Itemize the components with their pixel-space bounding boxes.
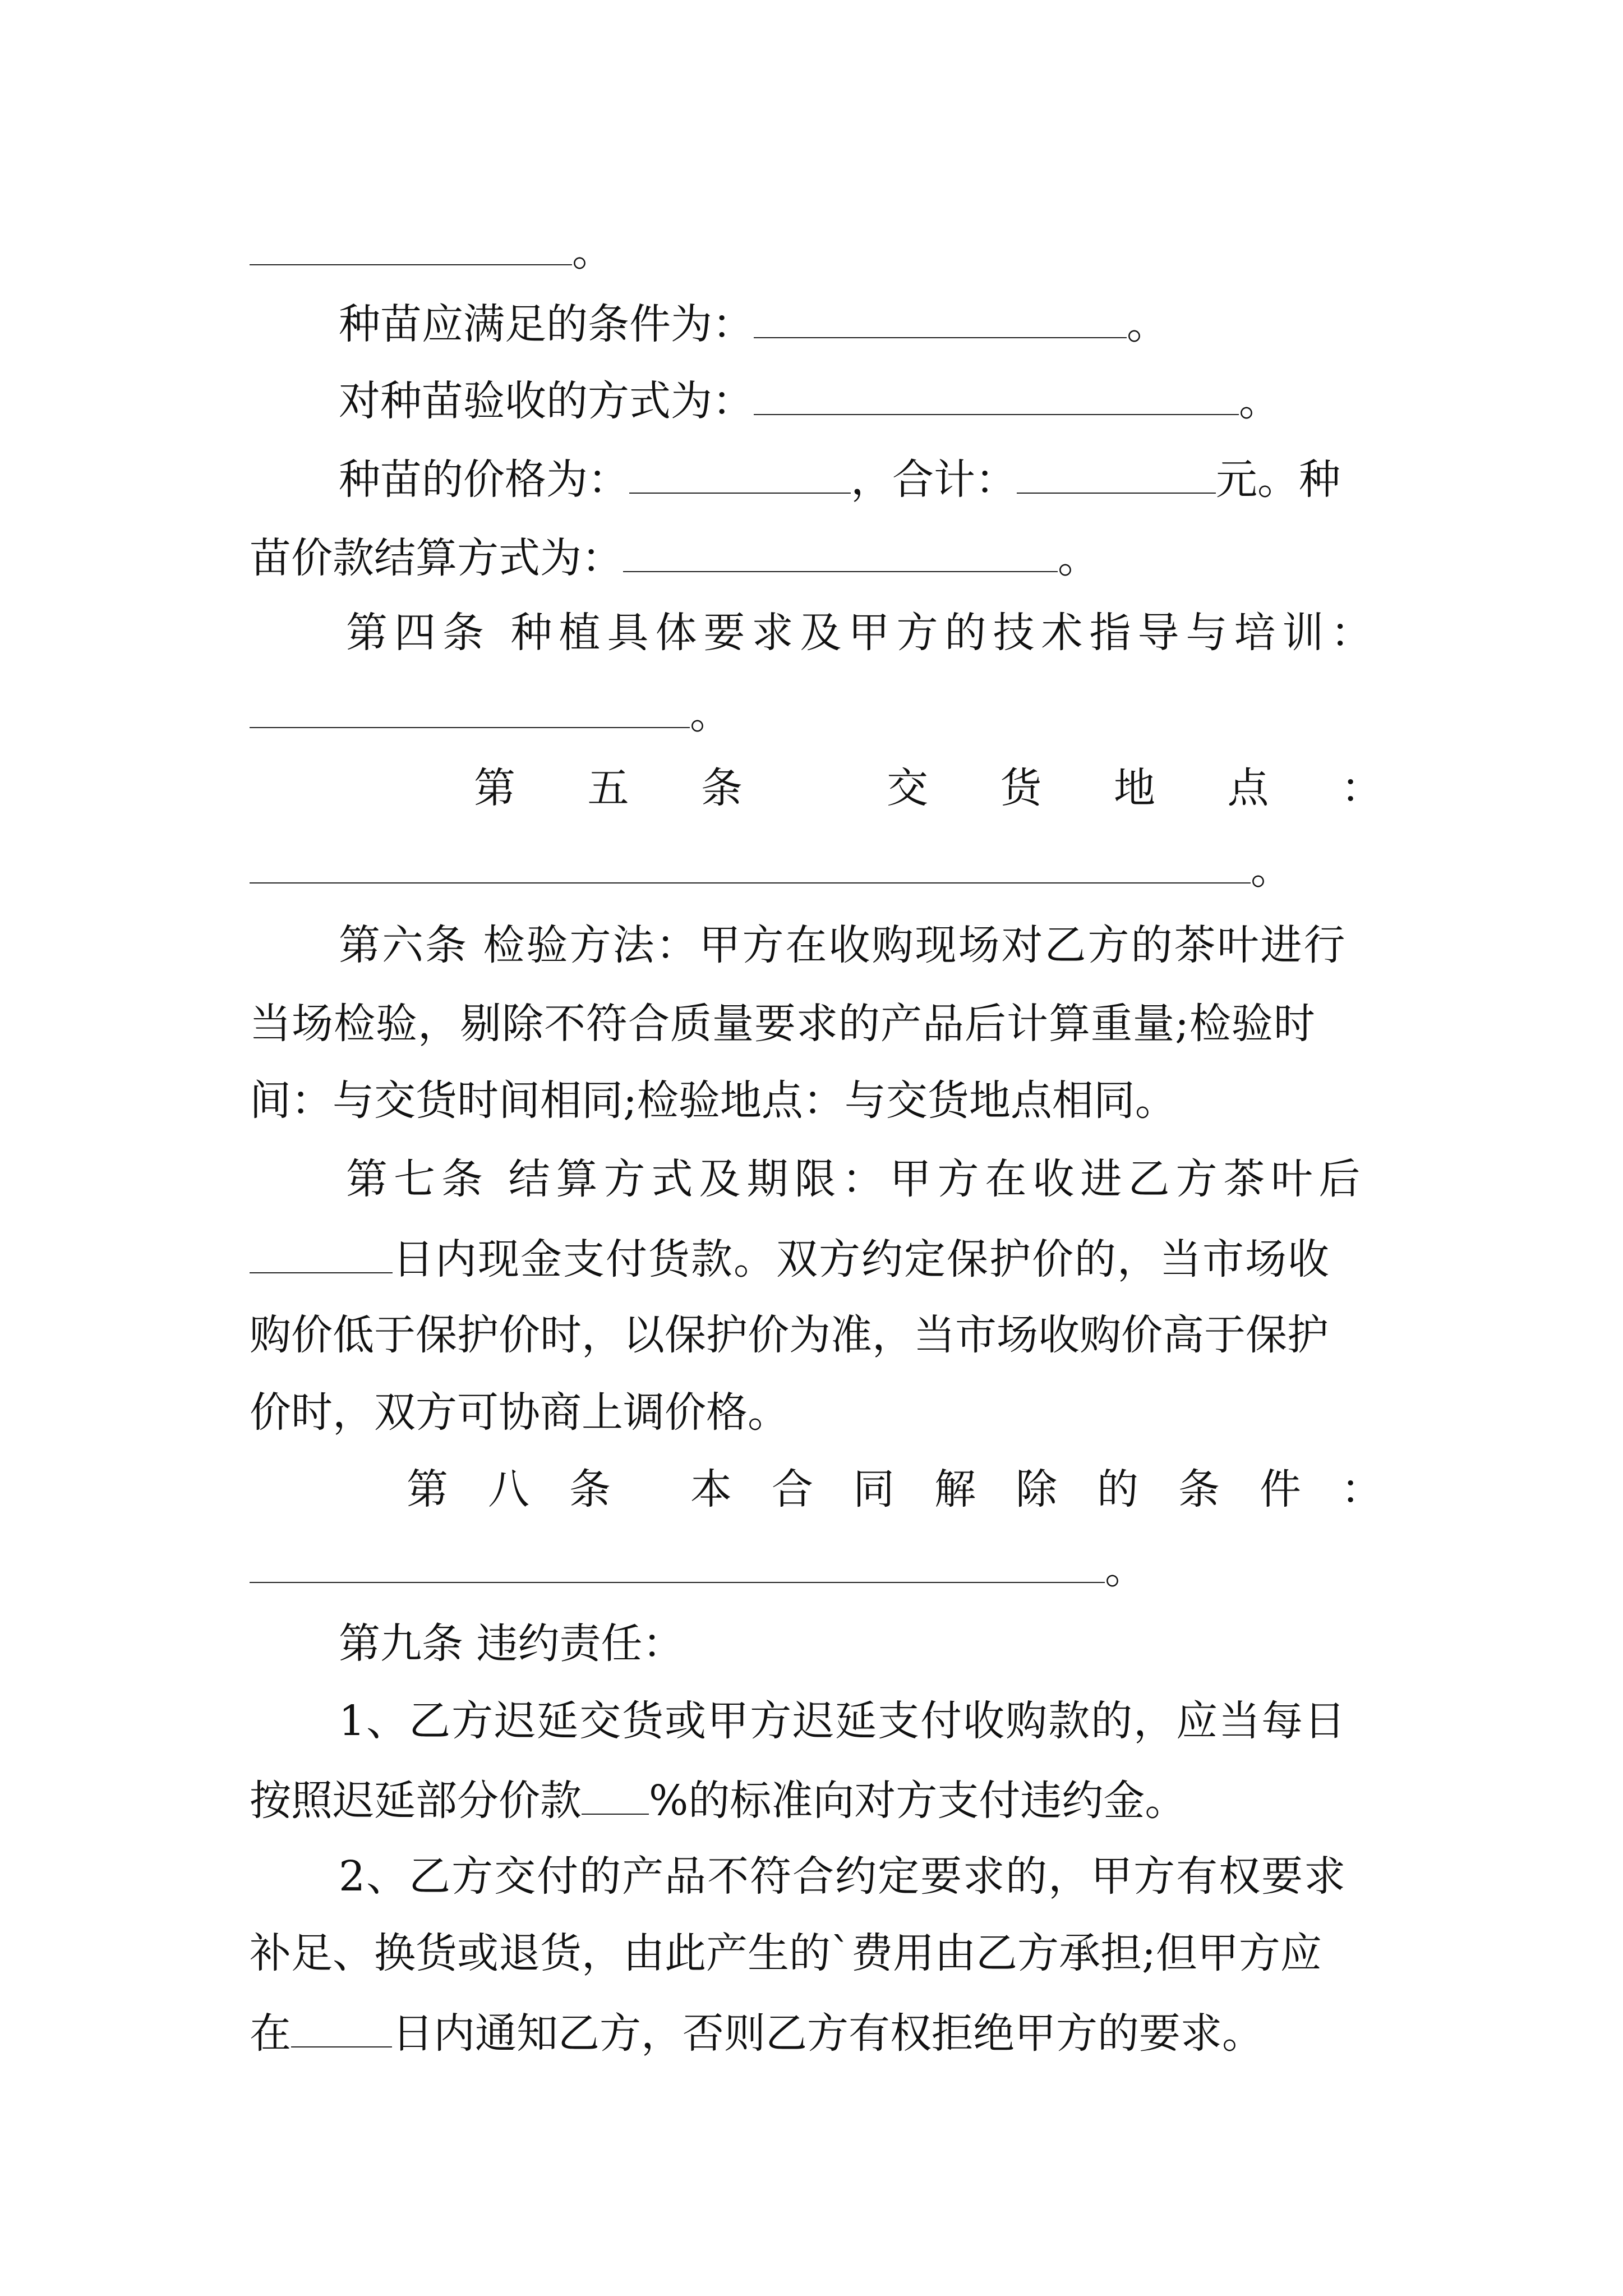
- heading-char: 货: [1000, 764, 1042, 812]
- heading-char: 点: [1227, 764, 1269, 812]
- price-blank[interactable]: [629, 449, 851, 494]
- penalty-percent-blank[interactable]: [582, 1770, 649, 1815]
- item-2-line-3-end: 日内通知乙方，否则乙方有权拒绝甲方的要求。: [392, 2009, 1264, 2058]
- fill-blank[interactable]: [250, 220, 572, 265]
- article-5-heading: [474, 760, 1382, 816]
- line-blank-1: [250, 220, 1382, 277]
- acceptance-method-blank[interactable]: [754, 370, 1239, 415]
- article-9-heading: 第九条 违约责任：: [339, 1619, 684, 1668]
- delivery-place-blank[interactable]: [250, 839, 1251, 884]
- heading-char: 地: [1114, 764, 1155, 812]
- payment-days-blank[interactable]: [250, 1228, 393, 1273]
- period: 。: [1239, 377, 1280, 425]
- article-4-heading: 第四条 种植具体要求及甲方的技术指导与培训：: [346, 609, 1379, 657]
- heading-char: 交: [887, 764, 928, 812]
- heading-char: 除: [1016, 1465, 1057, 1513]
- heading-char: 五: [587, 764, 629, 812]
- item-1-line-1: 1、乙方迟延交货或甲方迟延支付收购款的，应当每日: [339, 1697, 1347, 1745]
- period: 。: [572, 227, 614, 275]
- heading-char: 第: [407, 1465, 448, 1513]
- article-6-line-2: 当场检验，剔除不符合质量要求的产品后计算重量;检验时: [250, 1000, 1316, 1048]
- item-2-line-1: 2、乙方交付的产品不符合约定要求的，甲方有权要求: [339, 1852, 1347, 1901]
- termination-conditions-blank[interactable]: [250, 1538, 1105, 1583]
- heading-char: 第: [474, 764, 515, 812]
- period: 。: [1058, 534, 1099, 582]
- total-blank[interactable]: [1017, 449, 1216, 494]
- item-2-line-3-start: 在: [250, 2009, 291, 2058]
- article-4-blank-line: [250, 683, 1382, 739]
- article-7-line-2-text: 日内现金支付货款。双方约定保护价的，当市场收: [393, 1235, 1330, 1283]
- settlement-method-label: 苗价款结算方式为：: [250, 534, 623, 582]
- article-6-line-3: 间：与交货时间相同;检验地点：与交货地点相同。: [250, 1076, 1177, 1125]
- article-6-line-1: 第六条 检验方法：甲方在收购现场对乙方的茶叶进行: [339, 921, 1347, 969]
- item-1-line-2-end: %的标准向对方支付违约金。: [649, 1777, 1187, 1825]
- heading-char: ：: [1341, 1465, 1382, 1513]
- notice-days-blank[interactable]: [291, 2003, 392, 2047]
- period: 。: [690, 690, 731, 738]
- article-8-heading: [407, 1461, 1382, 1517]
- heading-char: 件: [1260, 1465, 1301, 1513]
- item-1-line-2: [250, 1770, 1382, 1826]
- seedling-conditions-blank[interactable]: [754, 293, 1127, 338]
- price-line: [339, 449, 1472, 505]
- period: 。: [1251, 845, 1292, 894]
- heading-char: 条: [569, 1465, 611, 1513]
- heading-char: 合: [772, 1465, 813, 1513]
- seedling-conditions-label: 种苗应满足的条件为：: [339, 300, 754, 348]
- acceptance-method-line: [339, 370, 1472, 426]
- acceptance-method-label: 对种苗验收的方式为：: [339, 377, 754, 425]
- article-4-blank[interactable]: [250, 683, 690, 728]
- heading-char: ：: [1341, 764, 1382, 812]
- article-7-line-4: 价时，双方可协商上调价格。: [250, 1388, 789, 1437]
- item-2-line-3: [250, 2003, 1382, 2059]
- yuan-text: 元。种: [1216, 455, 1340, 504]
- article-7-line-2: [250, 1228, 1382, 1285]
- price-label: 种苗的价格为：: [339, 455, 629, 504]
- heading-char: 的: [1097, 1465, 1138, 1513]
- seedling-conditions-line: [339, 293, 1472, 349]
- settlement-method-line: [250, 527, 1382, 583]
- item-1-line-2-start: 按照迟延部分价款: [250, 1777, 582, 1825]
- heading-char: 同: [853, 1465, 895, 1513]
- item-2-line-2: 补足、换货或退货，由此产生的`费用由乙方承担;但甲方应: [250, 1929, 1322, 1977]
- termination-conditions-blank-line: [250, 1538, 1382, 1594]
- article-7-line-3: 购价低于保护价时，以保护价为准，当市场收购价高于保护: [250, 1311, 1329, 1359]
- heading-char: 条: [1178, 1465, 1220, 1513]
- settlement-method-blank[interactable]: [623, 527, 1058, 572]
- delivery-place-blank-line: [250, 839, 1382, 895]
- heading-char: 解: [934, 1465, 976, 1513]
- period: 。: [1105, 1545, 1146, 1593]
- heading-char: 本: [690, 1465, 732, 1513]
- total-label: ，合计：: [851, 455, 1017, 504]
- heading-char: 条: [701, 764, 743, 812]
- heading-char: 八: [488, 1465, 529, 1513]
- article-7-line-1: 第七条 结算方式及期限：甲方在收进乙方茶叶后: [346, 1155, 1367, 1203]
- period: 。: [1127, 300, 1168, 348]
